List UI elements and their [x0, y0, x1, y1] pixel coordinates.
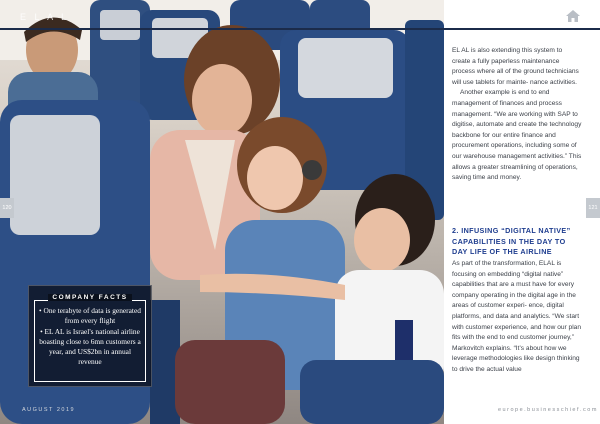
article-subheading: 2. INFUSING “DIGITAL NATIVE” CAPABILITIES IN THE DAY TO DAY LIFE OF THE AIRLINE	[452, 226, 571, 256]
facts-title-text: COMPANY FACTS	[48, 294, 131, 301]
home-icon[interactable]	[565, 9, 581, 23]
company-facts-box	[28, 285, 152, 387]
footer-date: AUGUST 2019	[22, 407, 76, 413]
page-number-right: 121	[586, 198, 600, 218]
article-column-bottom	[452, 259, 582, 376]
header-rule	[0, 28, 600, 30]
article-paragraph: EL AL is also extending this system to create a fully paperless maintenance process where all of the ground technicians will use tablets for mainte- nance activities.	[452, 47, 579, 86]
page-number-left: 120	[0, 198, 14, 218]
fact-item: • EL AL is Israel's national airline boasting close to 6mn customers a year, and US$2bn in annual revenue	[39, 327, 141, 366]
facts-title	[29, 294, 151, 301]
section-word: E L A L	[20, 12, 70, 22]
article-paragraph: Another example is end to end management of finances and process management. “We are working with SAP to digitise, automate and create the technology backbone for our entire finance and procurement operations, including some of our warehouse management activities.” This allows a greater streamlining of operations, saving time and money.	[452, 89, 582, 182]
footer-url[interactable]: europe.businesschief.com	[498, 407, 598, 413]
fact-item: • One terabyte of data is generated from every flight	[39, 306, 141, 325]
article-paragraph: As part of the transformation, ELAL is focusing on embedding “digital native” capabilities that are a must have for every company operating in the digital age in the areas of customer experi- ence, digital platforms, and data and analytics. “We start with customer experience, and how our plan fits with the end to end customer journey,” Markovitch explains. “It’s about how we leverage methodologies like design thinking to drive the actual value	[452, 260, 582, 373]
article-column-top	[452, 46, 582, 184]
